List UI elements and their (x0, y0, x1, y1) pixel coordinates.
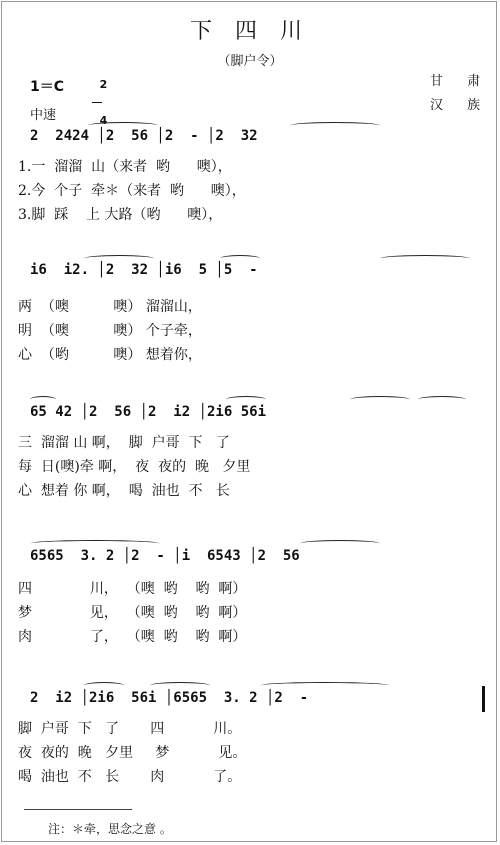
lyric-verse-2: 梦 见， （噢 哟 哟 啊） (18, 605, 247, 621)
song-subtitle: （脚户令） (217, 54, 283, 69)
lyric-verse-3: 肉 了， （噢 哟 哟 啊） (18, 629, 247, 645)
lyric-verse-3: 喝 油也 不 长 肉 了。 (18, 769, 242, 785)
slur-mark (290, 122, 380, 129)
lyric-verse-1: 四 川， （噢 哟 哟 啊） (18, 581, 247, 597)
slur-mark (88, 122, 158, 129)
lyric-verse-1: 三 溜溜 山 啊， 脚 户哥 下 了 (18, 435, 230, 451)
final-barline (482, 686, 485, 712)
lyric-verse-3: 3.脚 踩 上 大路（哟 噢）， (18, 207, 223, 223)
source-province: 甘 肃 (430, 74, 491, 89)
slur-mark (260, 682, 390, 689)
slur-mark (300, 540, 380, 547)
notation-line-4: 6565 3. 2 │2 - │i 6543 │2 56 (30, 548, 300, 564)
notation-line-2: i6 i2. │2 32 │i6 5 │5 - (30, 262, 258, 278)
slur-mark (226, 396, 266, 403)
slur-mark (150, 682, 210, 689)
lyric-verse-2: 夜 夜的 晚 夕里 梦 见。 (18, 745, 247, 761)
lyric-verse-3: 心 想着 你 啊， 喝 油也 不 长 (18, 483, 230, 499)
slur-mark (418, 396, 466, 403)
lyric-verse-2: 每 日(噢)牵 啊， 夜 夜的 晚 夕里 (18, 459, 251, 475)
slur-mark (380, 255, 470, 262)
slur-mark (220, 255, 260, 262)
tempo-marking: 中速 (30, 108, 57, 123)
slur-mark (30, 396, 56, 403)
lyric-verse-2: 2.今 个子 牵＊（来者 哟 噢）， (18, 183, 246, 199)
lyric-verse-1: 两 （噢 噢） 溜溜山， (18, 299, 202, 315)
notation-line-5: 2 i2 │2i6 56i │6565 3. 2 │2 - (30, 690, 309, 706)
song-title: 下 四 川 (190, 19, 310, 44)
lyric-verse-2: 明 （噢 噢） 个子牵， (18, 323, 202, 339)
slur-mark (30, 540, 160, 547)
lyric-verse-3: 心 （哟 噢） 想着你， (18, 347, 202, 363)
slur-mark (84, 682, 124, 689)
footnote-rule (24, 809, 132, 810)
time-signature (92, 68, 107, 126)
time-sig-bottom: 4 (99, 114, 108, 127)
time-sig-top: 2 (99, 78, 108, 91)
key-signature: 1＝C (30, 79, 65, 95)
slur-mark (84, 255, 154, 262)
notation-line-3: 65 42 │2 56 │2 i2 │2i6 56i (30, 404, 267, 420)
footnote: 注：＊牵，思念之意 。 (48, 822, 172, 836)
lyric-verse-1: 脚 户哥 下 了 四 川。 (18, 721, 242, 737)
notation-line-1: 2 2424 │2 56 │2 - │2 32 (30, 128, 258, 144)
lyric-verse-1: 1.一 溜溜 山（来者 哟 噢）， (18, 159, 232, 175)
slur-mark (350, 396, 410, 403)
source-ethnicity: 汉 族 (430, 98, 491, 113)
